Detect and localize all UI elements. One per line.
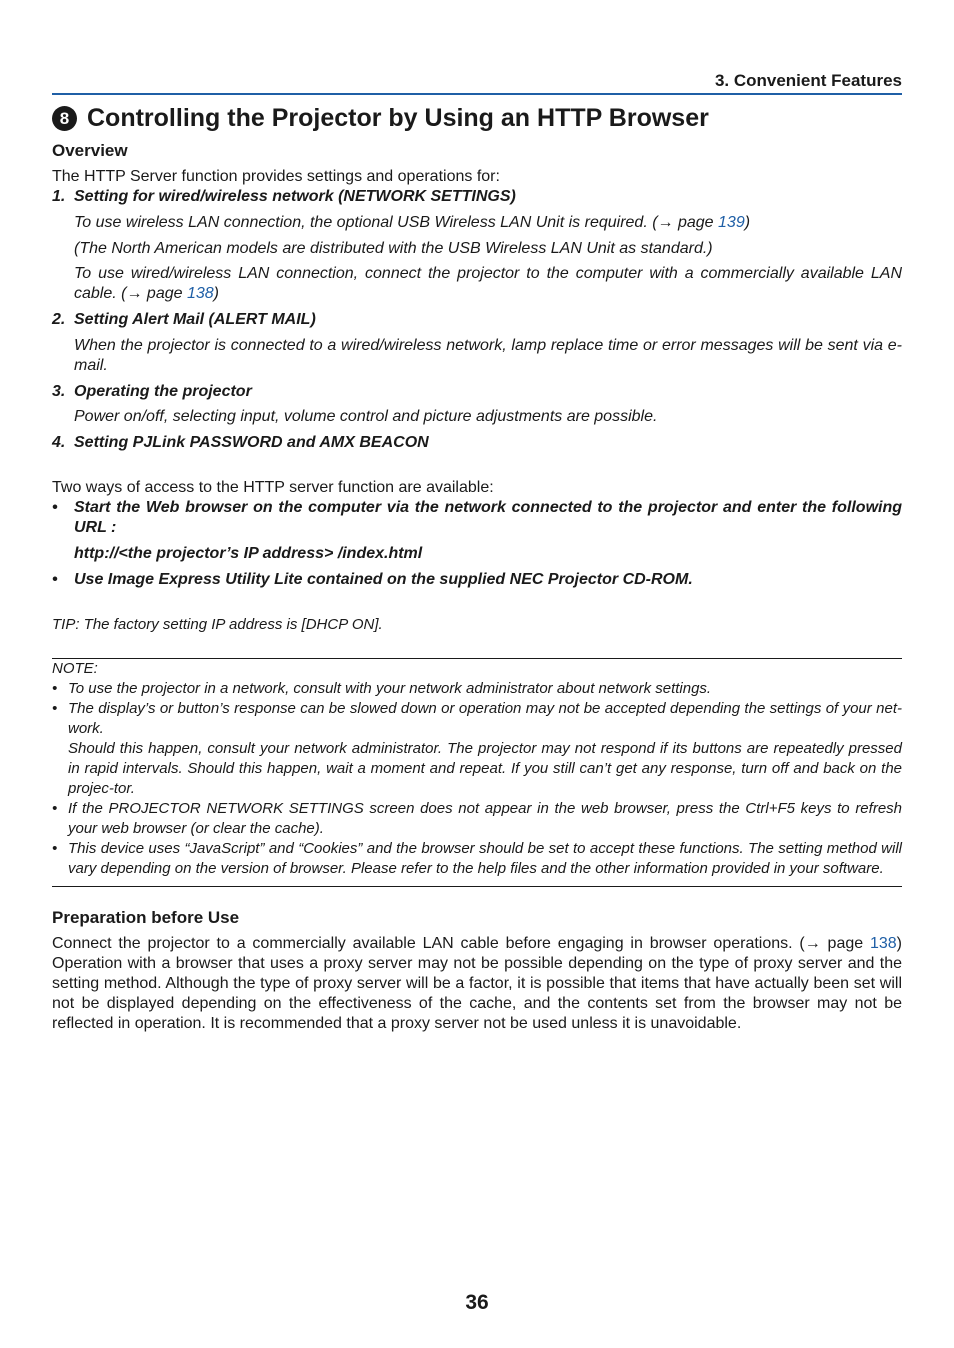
overview-heading: Overview (52, 141, 128, 160)
note-bullet: • (52, 680, 58, 697)
note-bullet: • (52, 700, 58, 717)
page-title (52, 104, 709, 133)
item-2-text: Setting Alert Mail (ALERT MAIL) (74, 311, 316, 328)
note-item-continuation: Should this happen, consult your network administrator. The projector may not respond if its buttons are repeatedly pressed in rapid intervals. Should this happen, wait a moment and repeat. If you still can’t get any response, turn off and back on the projec-tor. (68, 740, 902, 797)
item-3-desc: Power on/off, selecting input, volume control and picture adjustments are possible. (74, 408, 658, 425)
note-block (52, 659, 902, 879)
note-item (52, 799, 902, 839)
access-way-2-text: Use Image Express Utility Lite contained on the supplied NEC Projector CD-ROM. (74, 571, 693, 588)
item-2-label (52, 310, 902, 330)
overview-intro: The HTTP Server function provides settings and operations for: (52, 168, 500, 185)
header-rule (52, 93, 902, 95)
note-item-text: The display’s or button’s response can be slowed down or operation may not be accepted depending the settings of your net-work. (68, 700, 902, 737)
access-intro: Two ways of access to the HTTP server function are available: (52, 479, 494, 496)
item-1-desc-1-text: To use wireless LAN connection, the optional USB Wireless LAN Unit is required. (→ page (74, 214, 719, 231)
access-way-2 (52, 570, 902, 590)
note-item-text: To use the projector in a network, consult with your network administrator about network settings. (68, 680, 712, 697)
note-bullet: • (52, 800, 58, 817)
item-4-text: Setting PJLink PASSWORD and AMX BEACON (74, 434, 429, 451)
item-4-number: 4. (52, 434, 66, 451)
item-1-desc-3-end: ) (213, 285, 219, 302)
note-bottom-rule (52, 886, 902, 887)
preparation-body (52, 934, 902, 1034)
page-link-138[interactable]: 138 (186, 285, 214, 302)
note-item-text: This device uses “JavaScript” and “Cookies” and the browser should be set to accept these functions. The setting method will vary depending on the version of browser. Please refer to the help files and the other information provided in your software. (68, 840, 902, 877)
preparation-line-1: Connect the projector to a commercially available LAN cable before engaging in browser operations. (→ page (52, 935, 870, 952)
item-3-number: 3. (52, 383, 66, 400)
preparation-heading: Preparation before Use (52, 908, 240, 927)
item-1-number: 1. (52, 188, 66, 205)
item-3-label (52, 382, 902, 402)
tip-text: TIP: The factory setting IP address is [DHCP ON]. (52, 616, 383, 633)
item-1-desc-3 (74, 264, 902, 304)
preparation-line-1-end: ) (896, 935, 902, 952)
bullet-mark: • (52, 571, 58, 588)
access-url: http://<the projector’s IP address> /index.html (74, 545, 423, 562)
item-2-number: 2. (52, 311, 66, 328)
note-bullet: • (52, 840, 58, 857)
preparation-body-text: Operation with a browser that uses a proxy server may not be possible depending on the type of proxy server and the setting method. Although the type of proxy server will be a factor, it is possible that items that have actually been set will not be displayed depending on the effectiveness of the cache, and the contents set from the browser may not be reflected in operation. It is recommended that a proxy server not be used unless it is unavoidable. (52, 955, 902, 1032)
item-3-text: Operating the projector (74, 383, 252, 400)
note-item-text: If the PROJECTOR NETWORK SETTINGS screen does not appear in the web browser, press the Ctrl+F5 keys to refresh your web browser (or clear the cache). (68, 800, 902, 837)
page-title-text: Controlling the Projector by Using an HTTP Browser (87, 104, 709, 132)
bullet-mark: • (52, 499, 58, 516)
item-1-desc-2: (The North American models are distributed with the USB Wireless LAN Unit as standard.) (74, 240, 713, 257)
item-1-label (52, 187, 902, 207)
access-way-1-text: Start the Web browser on the computer via the network connected to the projector and enter the following URL : (74, 499, 902, 536)
page-number: 36 (465, 1291, 489, 1314)
item-1-text: Setting for wired/wireless network (NETWORK SETTINGS) (74, 188, 516, 205)
note-item (52, 699, 902, 739)
page-link-139[interactable]: 139 (718, 214, 745, 231)
item-1-desc-3-text: To use wired/wireless LAN connection, connect the projector to the computer with a commercially available LAN cable. (→ page (74, 265, 902, 302)
chapter-header: 3. Convenient Features (714, 71, 902, 90)
item-4-label (52, 433, 902, 453)
note-item (52, 679, 902, 699)
item-1-desc-1-end: ) (744, 214, 751, 231)
item-1-desc-1 (74, 213, 902, 233)
item-2-desc: When the projector is connected to a wired/wireless network, lamp replace time or error messages will be sent via e-mail. (74, 337, 902, 374)
access-way-1 (52, 498, 902, 538)
note-label: NOTE: (52, 660, 98, 677)
page-link-138[interactable]: 138 (869, 935, 897, 952)
section-number-badge: 8 (52, 106, 77, 131)
note-item (52, 839, 902, 879)
